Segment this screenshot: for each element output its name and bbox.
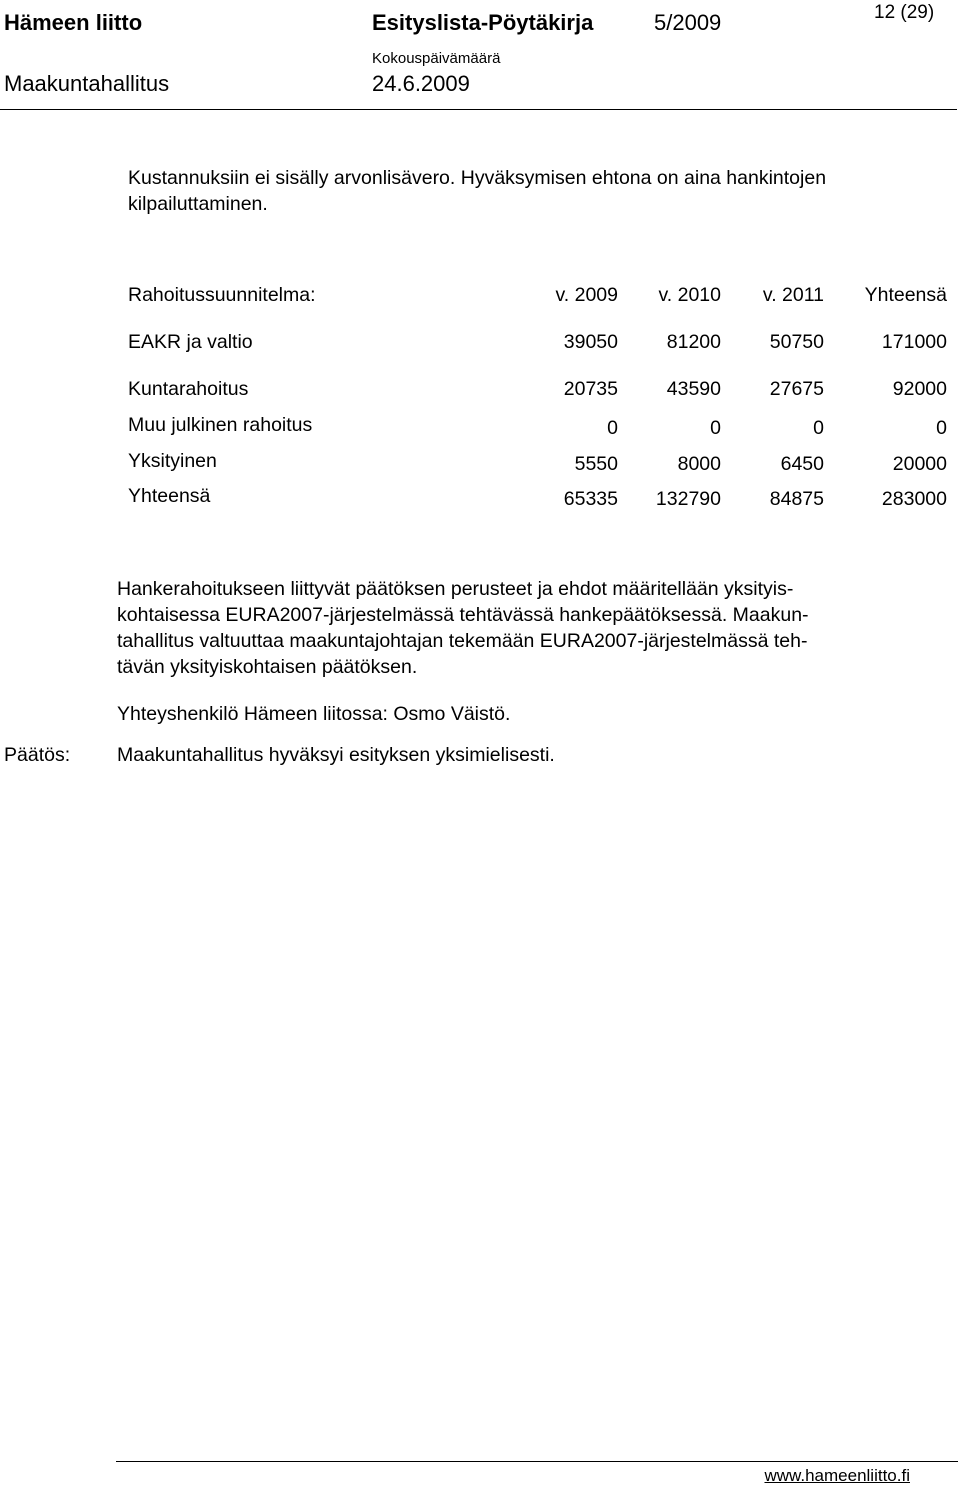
table-cell: 171000 (881, 331, 947, 353)
table-cell: 0 (936, 417, 947, 439)
financing-header-row (128, 284, 958, 310)
table-cell: 81200 (666, 331, 721, 353)
decision-basis-paragraph (117, 576, 809, 680)
footer-divider (116, 1461, 958, 1462)
table-cell: 27675 (769, 378, 824, 400)
table-cell: 0 (710, 417, 721, 439)
paragraph-line: tävän yksityiskohtaisen päätöksen. (117, 656, 418, 678)
table-cell: 50750 (769, 331, 824, 353)
contact-person: Yhteyshenkilö Hämeen liitossa: Osmo Väistö. (117, 703, 511, 725)
financing-title: Rahoitussuunnitelma: (128, 284, 316, 306)
intro-line: Kustannuksiin ei sisälly arvonlisävero. Hyväksymisen ehtona on aina hankintojen (128, 167, 827, 189)
table-row (128, 414, 958, 440)
body-name: Maakuntahallitus (4, 71, 170, 96)
document-number: 5/2009 (654, 10, 722, 35)
table-cell: 0 (813, 417, 824, 439)
table-cell: 43590 (666, 378, 721, 400)
table-row (128, 378, 958, 404)
table-cell: 5550 (574, 453, 618, 475)
table-cell: 0 (607, 417, 618, 439)
meeting-date: 24.6.2009 (372, 71, 470, 96)
row-label: Muu julkinen rahoitus (128, 414, 313, 436)
table-cell: 65335 (563, 488, 618, 510)
table-cell: 92000 (892, 378, 947, 400)
document-type: Esityslista-Pöytäkirja (372, 10, 594, 35)
decision-label: Päätös: (4, 744, 71, 766)
intro-paragraph (128, 165, 826, 217)
column-header: v. 2009 (555, 284, 618, 306)
row-label: Yksityinen (128, 450, 217, 472)
paragraph-line: Hankerahoitukseen liittyvät päätöksen perusteet ja ehdot määritellään yksityis- (117, 578, 794, 600)
table-row-total (128, 485, 958, 511)
website-link[interactable]: www.hameenliitto.fi (764, 1466, 910, 1485)
organization-name: Hämeen liitto (4, 10, 143, 35)
paragraph-line: tahallitus valtuuttaa maakuntajohtajan tekemään EURA2007-järjestelmässä teh- (117, 630, 808, 652)
row-label: Yhteensä (128, 485, 211, 507)
column-header: v. 2010 (658, 284, 721, 306)
meeting-date-label: Kokouspäivämäärä (372, 50, 501, 67)
table-cell: 20735 (563, 378, 618, 400)
table-cell: 20000 (892, 453, 947, 475)
table-cell: 39050 (563, 331, 618, 353)
table-cell: 8000 (677, 453, 721, 475)
table-row (128, 331, 958, 357)
header-divider (0, 109, 957, 110)
column-header: Yhteensä (864, 284, 947, 306)
row-label: EAKR ja valtio (128, 331, 253, 353)
table-cell: 283000 (881, 488, 947, 510)
table-cell: 132790 (655, 488, 721, 510)
page-number: 12 (29) (874, 2, 935, 23)
intro-line: kilpailuttaminen. (128, 193, 268, 215)
table-row (128, 450, 958, 476)
decision-text: Maakuntahallitus hyväksyi esityksen yksimielisesti. (117, 744, 555, 766)
row-label: Kuntarahoitus (128, 378, 249, 400)
paragraph-line: kohtaisessa EURA2007-järjestelmässä tehtävässä hankepäätöksessä. Maakun- (117, 604, 809, 626)
column-header: v. 2011 (762, 284, 824, 306)
table-cell: 84875 (769, 488, 824, 510)
table-cell: 6450 (780, 453, 824, 475)
